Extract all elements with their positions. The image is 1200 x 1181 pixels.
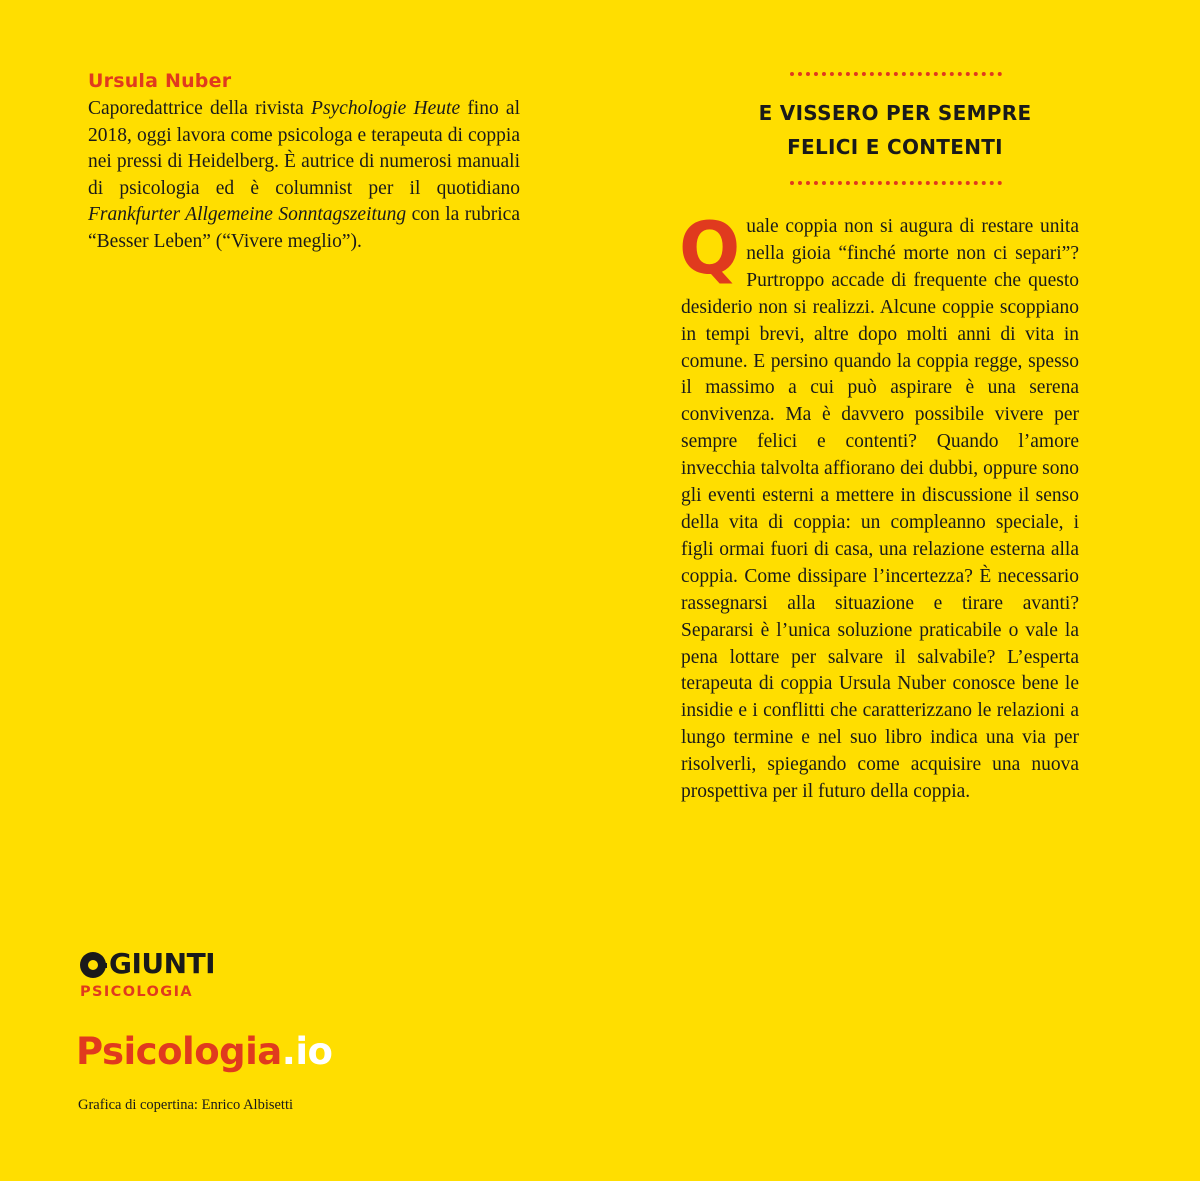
author-name: Ursula Nuber bbox=[88, 70, 232, 92]
publisher-imprint: PSICOLOGIA bbox=[80, 984, 194, 1000]
giunti-logo bbox=[80, 947, 240, 1006]
publisher-name: GIUNTI bbox=[109, 947, 216, 980]
title-rule-bottom bbox=[790, 181, 1002, 185]
author-bio-part2: fino al 2018, oggi lavora come psicologa e terapeuta di coppia nei pressi di Heidelberg. È autrice di numerosi manuali di psicologia ed è columnist per il quotidiano bbox=[88, 98, 520, 199]
author-bio bbox=[88, 96, 520, 255]
newspaper-name: Frankfurter Allgemeine Sonntagszeitung bbox=[88, 204, 407, 225]
back-cover-title bbox=[700, 96, 1090, 164]
magazine-name: Psychologie Heute bbox=[311, 98, 461, 119]
site-tld: .io bbox=[281, 1030, 333, 1073]
drop-cap: Q bbox=[679, 206, 741, 290]
site-name: Psicologia bbox=[76, 1030, 282, 1073]
author-section bbox=[88, 68, 520, 255]
giunti-g-icon bbox=[80, 952, 106, 978]
title-line-2: FELICI E CONTENTI bbox=[787, 135, 1003, 159]
psicologia-io-logo bbox=[76, 1030, 332, 1073]
title-rule-top bbox=[790, 72, 1002, 76]
cover-credit: Grafica di copertina: Enrico Albisetti bbox=[78, 1097, 294, 1113]
author-bio-part3: con la rubrica “Besser Leben” (“Vivere meglio”). bbox=[88, 204, 520, 252]
author-bio-part1: Caporedattrice della rivista bbox=[88, 98, 312, 119]
blurb-text: uale coppia non si augura di restare unita nella gioia “finché morte non ci separi”? Purtroppo accade di frequente che questo desiderio non si realizzi. Alcune coppie scoppiano in tempi brevi, altre dopo molti anni di vita in comune. E persino quando la coppia regge, spesso il massimo a cui può aspirare è una serena convivenza. Ma è davvero possibile vivere per sempre felici e contenti? Quando l’amore invecchia talvolta affiorano dei dubbi, oppure sono gli eventi esterni a mettere in discussione il senso della vita di coppia: un compleanno speciale, i figli ormai fuori di casa, una relazione esterna alla coppia. Come dissipare l’incertezza? È necessario rassegnarsi alla situazione e tirare avanti? Separarsi è l’unica soluzione praticabile o vale la pena lottare per salvare il salvabile? L’esperta terapeuta di coppia Ursula Nuber conosce bene le insidie e i conflitti che caratterizzano le relazioni a lungo termine e nel suo libro indica una via per risolverli, spiegando come acquisire una nuova prospettiva per il futuro della coppia. bbox=[681, 216, 1079, 803]
blurb bbox=[679, 206, 1079, 806]
title-line-1: E VISSERO PER SEMPRE bbox=[758, 101, 1032, 125]
